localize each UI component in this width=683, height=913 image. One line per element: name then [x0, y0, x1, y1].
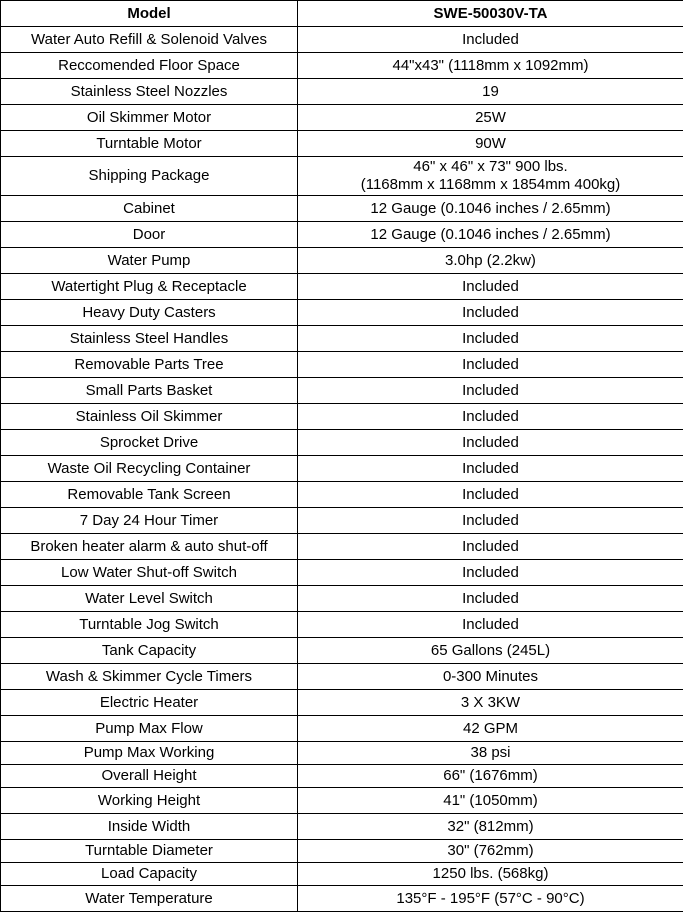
spec-value [298, 716, 683, 742]
spec-label: Broken heater alarm & auto shut-off [1, 534, 298, 560]
spec-value-line: (1168mm x 1168mm x 1854mm 400kg) [360, 176, 621, 193]
spec-label: Turntable Diameter [1, 840, 298, 863]
header-value: SWE-50030V-TA [298, 1, 683, 27]
table-row [1, 131, 683, 157]
spec-label: Oil Skimmer Motor [1, 105, 298, 131]
spec-value [298, 456, 683, 482]
spec-value [298, 131, 683, 157]
spec-label: Tank Capacity [1, 638, 298, 664]
table-row [1, 157, 683, 196]
spec-label: Working Height [1, 788, 298, 814]
table-row [1, 560, 683, 586]
spec-value-line: Included [462, 303, 519, 321]
spec-label: Water Level Switch [1, 586, 298, 612]
spec-label: Water Temperature [1, 886, 298, 912]
spec-value-line: 38 psi [470, 744, 511, 761]
spec-value-line: Included [462, 537, 519, 555]
spec-label: Removable Tank Screen [1, 482, 298, 508]
table-row [1, 863, 683, 886]
spec-value [298, 788, 683, 814]
spec-value [298, 248, 683, 274]
spec-value [298, 222, 683, 248]
spec-value-line: 0-300 Minutes [442, 667, 539, 685]
spec-label: Waste Oil Recycling Container [1, 456, 298, 482]
spec-value-line: 12 Gauge (0.1046 inches / 2.65mm) [370, 225, 611, 243]
table-row [1, 430, 683, 456]
spec-value [298, 482, 683, 508]
table-row [1, 456, 683, 482]
table-row [1, 664, 683, 690]
spec-body [1, 27, 683, 912]
spec-label: Low Water Shut-off Switch [1, 560, 298, 586]
spec-value-line: Included [462, 433, 519, 451]
spec-label: Watertight Plug & Receptacle [1, 274, 298, 300]
spec-value [298, 430, 683, 456]
spec-value-line: 12 Gauge (0.1046 inches / 2.65mm) [370, 199, 611, 217]
spec-value-line: Included [462, 511, 519, 529]
spec-value-line: 30" (762mm) [447, 842, 534, 859]
spec-value [298, 53, 683, 79]
spec-value [298, 765, 683, 788]
header-label: Model [1, 1, 298, 27]
spec-label: Shipping Package [1, 157, 298, 196]
table-row [1, 105, 683, 131]
spec-value [298, 404, 683, 430]
table-row [1, 404, 683, 430]
spec-label: Water Auto Refill & Solenoid Valves [1, 27, 298, 53]
table-row [1, 352, 683, 378]
spec-value [298, 534, 683, 560]
spec-label: 7 Day 24 Hour Timer [1, 508, 298, 534]
table-row [1, 27, 683, 53]
table-row [1, 53, 683, 79]
spec-label: Stainless Oil Skimmer [1, 404, 298, 430]
spec-value [298, 814, 683, 840]
spec-value-line: 44"x43" (1118mm x 1092mm) [392, 56, 589, 74]
spec-value-line: Included [462, 459, 519, 477]
spec-value-line: Included [462, 355, 519, 373]
table-row [1, 814, 683, 840]
spec-value-line: 41" (1050mm) [443, 791, 538, 809]
table-row [1, 586, 683, 612]
spec-value [298, 586, 683, 612]
table-row [1, 840, 683, 863]
spec-value [298, 157, 683, 196]
spec-value [298, 612, 683, 638]
spec-label: Removable Parts Tree [1, 352, 298, 378]
spec-label: Cabinet [1, 196, 298, 222]
spec-value-line: Included [462, 563, 519, 581]
table-row [1, 274, 683, 300]
spec-label: Turntable Motor [1, 131, 298, 157]
table-row [1, 222, 683, 248]
spec-value [298, 638, 683, 664]
spec-value-line: 25W [475, 108, 506, 126]
spec-value [298, 378, 683, 404]
table-row [1, 326, 683, 352]
spec-value-line: Included [462, 407, 519, 425]
spec-value-line: 19 [482, 82, 499, 100]
spec-value [298, 508, 683, 534]
spec-label: Heavy Duty Casters [1, 300, 298, 326]
table-row [1, 742, 683, 765]
table-row [1, 716, 683, 742]
spec-value [298, 863, 683, 886]
spec-value-line: Included [462, 615, 519, 633]
spec-value [298, 27, 683, 53]
spec-value [298, 300, 683, 326]
spec-value [298, 560, 683, 586]
table-row [1, 638, 683, 664]
spec-value-line: Included [462, 30, 519, 48]
spec-value-line: 32" (812mm) [447, 817, 534, 835]
spec-label: Load Capacity [1, 863, 298, 886]
spec-value-line: 46" x 46" x 73" 900 lbs. [413, 158, 568, 175]
spec-label: Electric Heater [1, 690, 298, 716]
table-row [1, 196, 683, 222]
spec-value [298, 742, 683, 765]
header-row [1, 1, 683, 27]
spec-label: Sprocket Drive [1, 430, 298, 456]
spec-value [298, 840, 683, 863]
spec-value [298, 352, 683, 378]
spec-label: Turntable Jog Switch [1, 612, 298, 638]
spec-value-line: Included [462, 329, 519, 347]
spec-label: Wash & Skimmer Cycle Timers [1, 664, 298, 690]
spec-value-line: Included [462, 589, 519, 607]
spec-value [298, 664, 683, 690]
spec-label: Stainless Steel Nozzles [1, 79, 298, 105]
spec-label: Overall Height [1, 765, 298, 788]
spec-value [298, 886, 683, 912]
spec-value-line: 1250 lbs. (568kg) [432, 865, 549, 882]
spec-value [298, 690, 683, 716]
spec-value-line: 90W [475, 134, 506, 152]
spec-value-line: Included [462, 277, 519, 295]
spec-value-line: Included [462, 381, 519, 399]
table-row [1, 788, 683, 814]
table-row [1, 508, 683, 534]
table-row [1, 765, 683, 788]
table-row [1, 612, 683, 638]
spec-label: Inside Width [1, 814, 298, 840]
table-row [1, 79, 683, 105]
table-row [1, 482, 683, 508]
spec-value [298, 326, 683, 352]
table-row [1, 690, 683, 716]
spec-label: Reccomended Floor Space [1, 53, 298, 79]
spec-value [298, 274, 683, 300]
spec-value-line: 3.0hp (2.2kw) [445, 251, 536, 269]
spec-value [298, 79, 683, 105]
spec-label: Water Pump [1, 248, 298, 274]
table-row [1, 378, 683, 404]
spec-label: Small Parts Basket [1, 378, 298, 404]
spec-value-line: 3 X 3KW [460, 693, 521, 711]
spec-value-line: 42 GPM [462, 719, 519, 737]
table-row [1, 886, 683, 912]
spec-value [298, 196, 683, 222]
spec-value-line: 65 Gallons (245L) [430, 641, 551, 659]
spec-label: Pump Max Flow [1, 716, 298, 742]
spec-value [298, 105, 683, 131]
table-row [1, 248, 683, 274]
spec-value-line: 66" (1676mm) [443, 767, 538, 784]
spec-label: Pump Max Working [1, 742, 298, 765]
spec-value-line: Included [462, 485, 519, 503]
spec-value-line: 135°F - 195°F (57°C - 90°C) [396, 889, 585, 907]
spec-label: Stainless Steel Handles [1, 326, 298, 352]
table-row [1, 534, 683, 560]
table-row [1, 300, 683, 326]
spec-label: Door [1, 222, 298, 248]
